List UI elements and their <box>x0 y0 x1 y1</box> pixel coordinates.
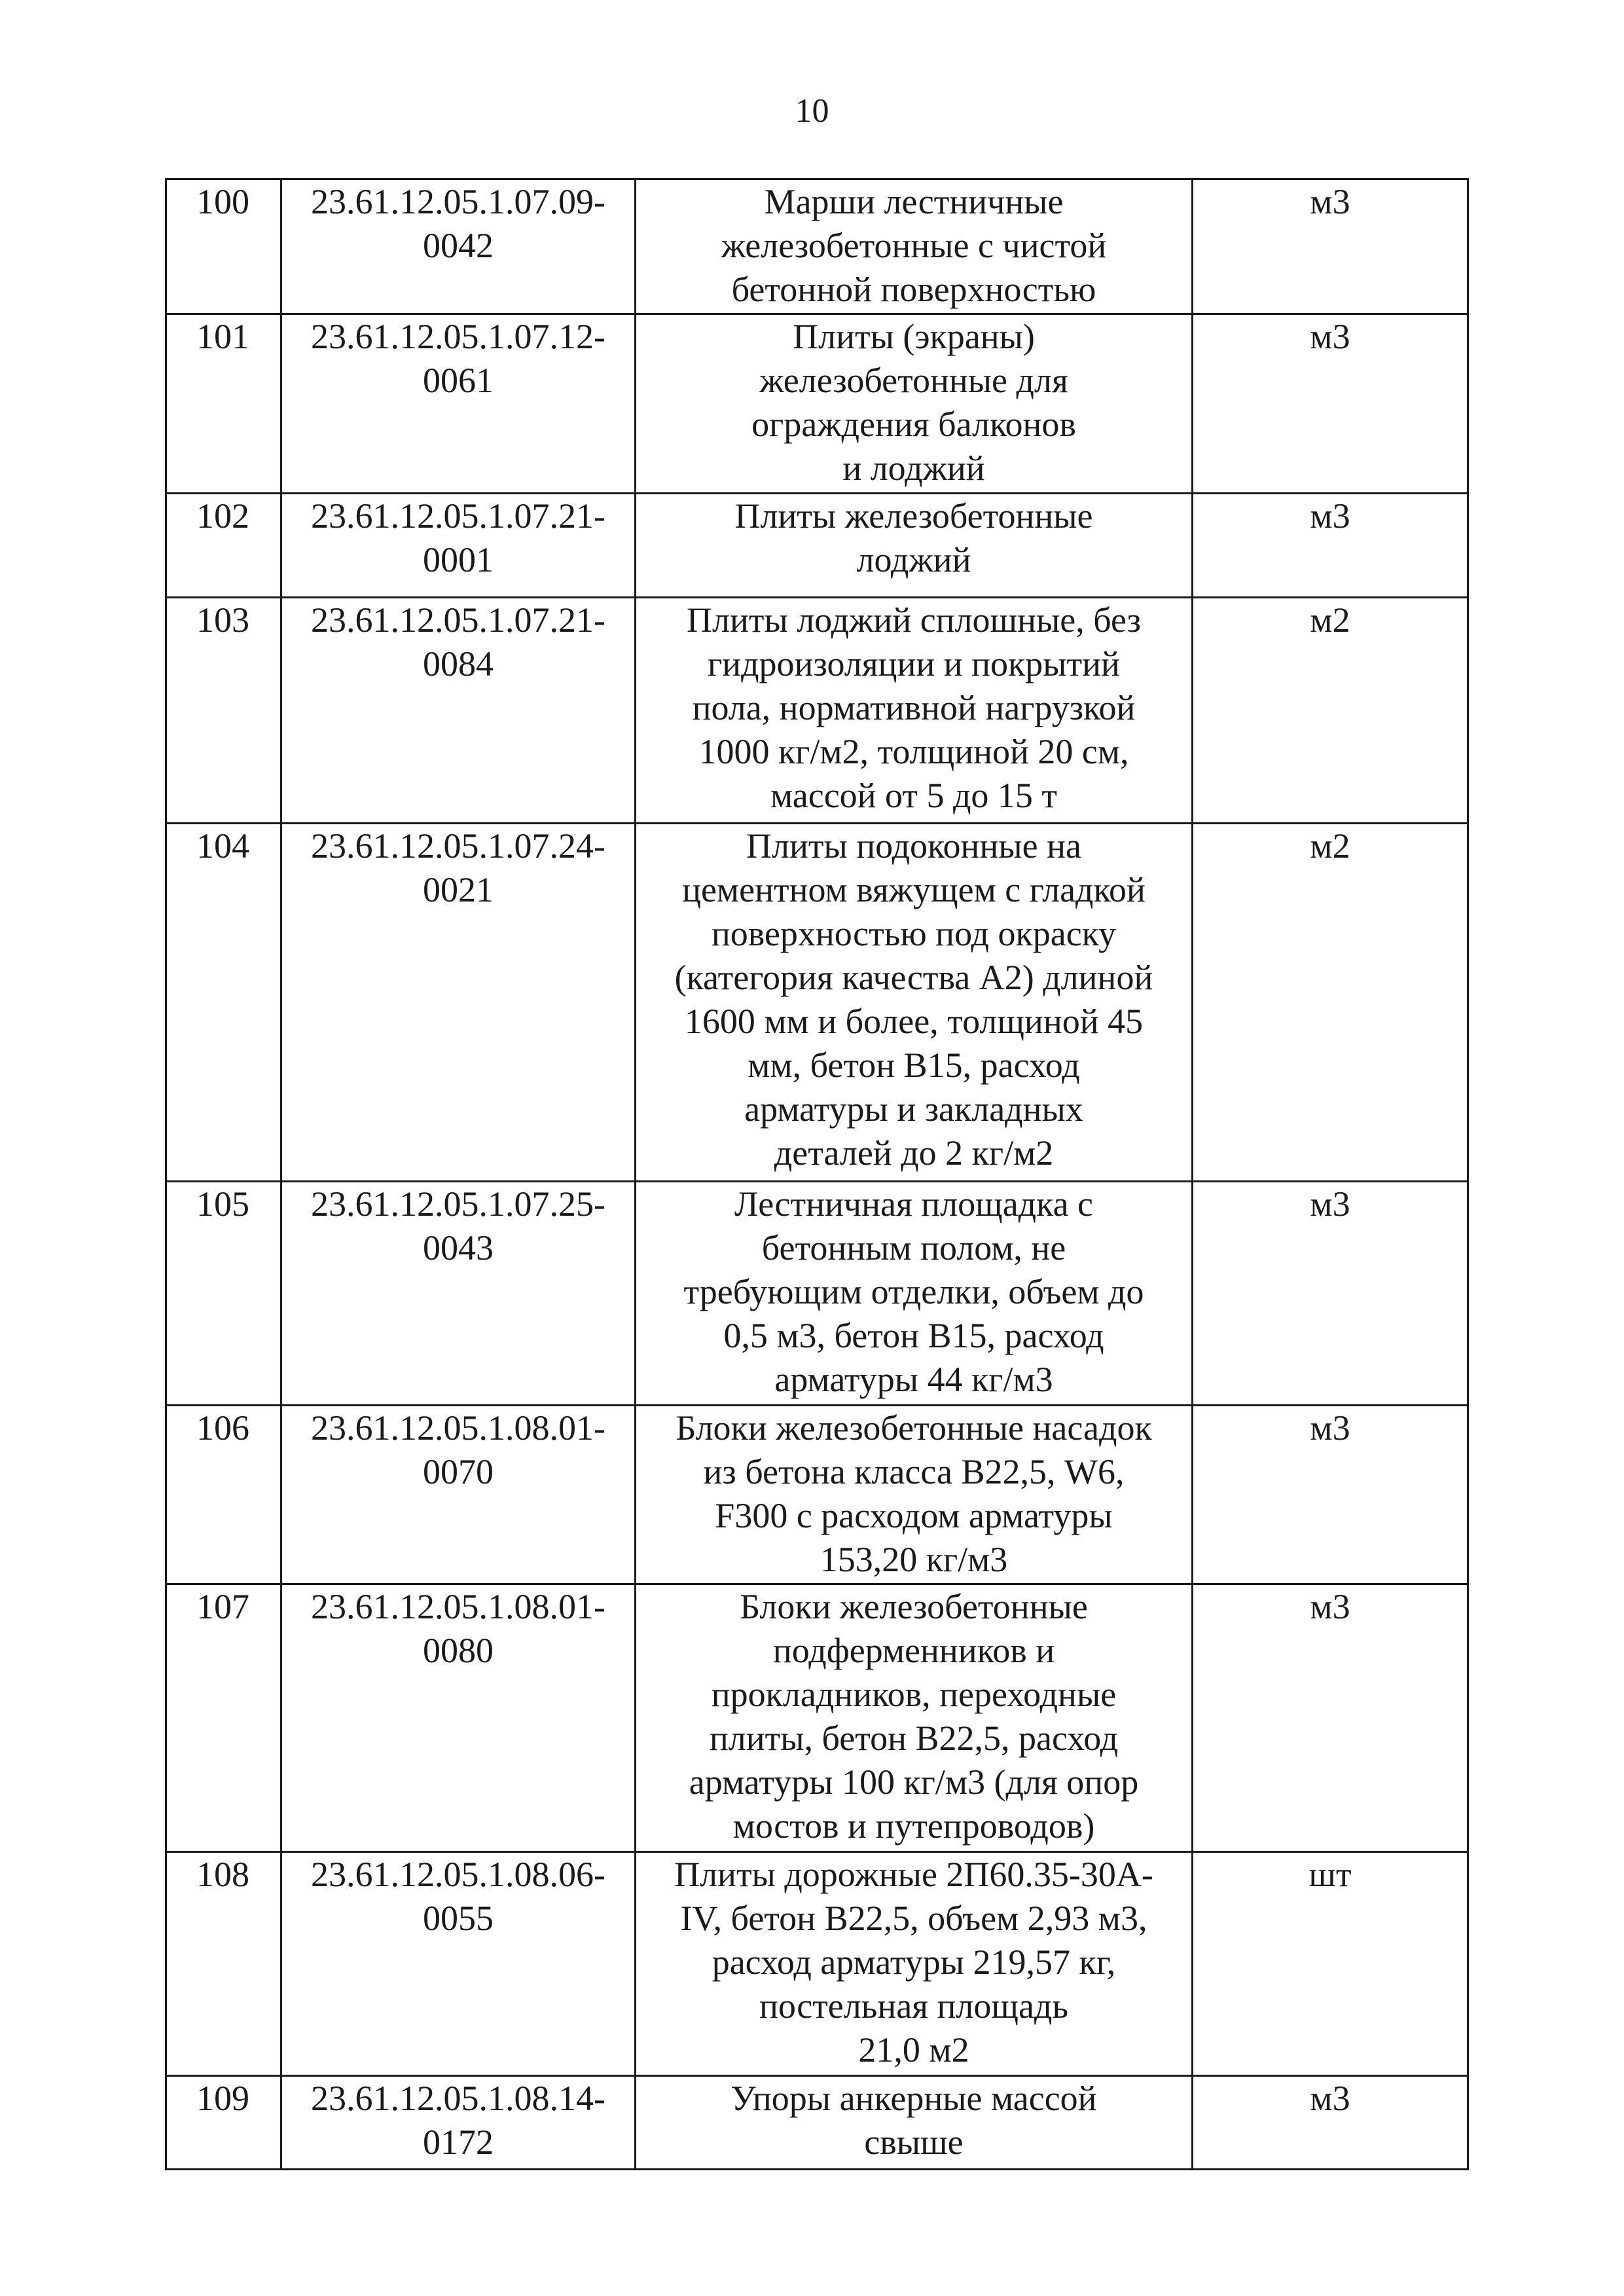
resource-name: Лестничная площадка с бетонным полом, не требующим отделки, объем до 0,5 м3, бетон В15, расход арматуры 44 кг/м3 <box>683 1184 1144 1399</box>
table-row <box>166 1406 1468 1584</box>
table-row <box>166 1182 1468 1406</box>
table-row <box>166 598 1468 824</box>
row-number: 108 <box>196 1855 249 1894</box>
resource-name: Плиты железобетонные лоджий <box>734 496 1093 579</box>
resource-name: Блоки железобетонные подферменников и прокладников, переходные плиты, бетон В22,5, расход арматуры 100 кг/м3 (для опор мостов и путепроводов) <box>689 1587 1139 1846</box>
row-number: 103 <box>196 600 249 640</box>
row-number: 105 <box>196 1184 249 1224</box>
table-row <box>166 494 1468 598</box>
table-row <box>166 314 1468 494</box>
row-number: 104 <box>196 826 249 866</box>
resource-code: 23.61.12.05.1.07.24- 0021 <box>311 826 605 909</box>
row-number: 100 <box>196 182 249 221</box>
unit-of-measure: м3 <box>1310 2079 1350 2118</box>
unit-of-measure: м3 <box>1310 1184 1350 1224</box>
resource-code: 23.61.12.05.1.08.06- 0055 <box>311 1855 605 1938</box>
table-row <box>166 1584 1468 1852</box>
unit-of-measure: шт <box>1308 1855 1352 1894</box>
resource-name: Блоки железобетонные насадок из бетона класса В22,5, W6, F300 с расходом арматуры 153,20 кг/м3 <box>676 1408 1152 1579</box>
resource-code: 23.61.12.05.1.07.21- 0001 <box>311 496 605 579</box>
unit-of-measure: м3 <box>1310 1587 1350 1626</box>
row-number: 109 <box>196 2079 249 2118</box>
row-number: 106 <box>196 1408 249 1448</box>
resource-name: Плиты (экраны) железобетонные для ограждения балконов и лоджий <box>751 317 1076 488</box>
resource-code: 23.61.12.05.1.07.25- 0043 <box>311 1184 605 1267</box>
unit-of-measure: м3 <box>1310 496 1350 536</box>
table-row <box>166 1852 1468 2076</box>
unit-of-measure: м2 <box>1310 826 1350 866</box>
table-row <box>166 2076 1468 2170</box>
resource-code: 23.61.12.05.1.08.01- 0070 <box>311 1408 605 1491</box>
resource-name: Плиты дорожные 2П60.35-30А- IV, бетон В22,5, объем 2,93 м3, расход арматуры 219,57 кг, постельная площадь 21,0 м2 <box>674 1855 1153 2069</box>
resource-code: 23.61.12.05.1.07.09- 0042 <box>311 182 605 265</box>
unit-of-measure: м3 <box>1310 1408 1350 1448</box>
resource-code: 23.61.12.05.1.07.12- 0061 <box>311 317 605 400</box>
row-number: 101 <box>196 317 249 356</box>
resource-name: Марши лестничные железобетонные с чистой бетонной поверхностью <box>721 182 1107 309</box>
table-row <box>166 179 1468 314</box>
page-number: 10 <box>795 92 829 130</box>
unit-of-measure: м3 <box>1310 182 1350 221</box>
resource-name: Плиты лоджий сплошные, без гидроизоляции и покрытий пола, нормативной нагрузкой 1000 кг/м2, толщиной 20 см, массой от 5 до 15 т <box>687 600 1141 815</box>
resource-name: Плиты подоконные на цементном вяжущем с гладкой поверхностью под окраску (категория качества А2) длиной 1600 мм и более, толщиной 45 мм, бетон В15, расход арматуры и закладных деталей до 2 кг/м2 <box>674 826 1153 1173</box>
resource-code: 23.61.12.05.1.08.01- 0080 <box>311 1587 605 1670</box>
row-number: 107 <box>196 1587 249 1626</box>
table-row <box>166 824 1468 1182</box>
resource-code: 23.61.12.05.1.08.14- 0172 <box>311 2079 605 2162</box>
unit-of-measure: м3 <box>1310 317 1350 356</box>
resource-catalog-table <box>165 178 1469 2170</box>
resource-code: 23.61.12.05.1.07.21- 0084 <box>311 600 605 683</box>
unit-of-measure: м2 <box>1310 600 1350 640</box>
row-number: 102 <box>196 496 249 536</box>
resource-name: Упоры анкерные массой свыше <box>731 2079 1097 2162</box>
